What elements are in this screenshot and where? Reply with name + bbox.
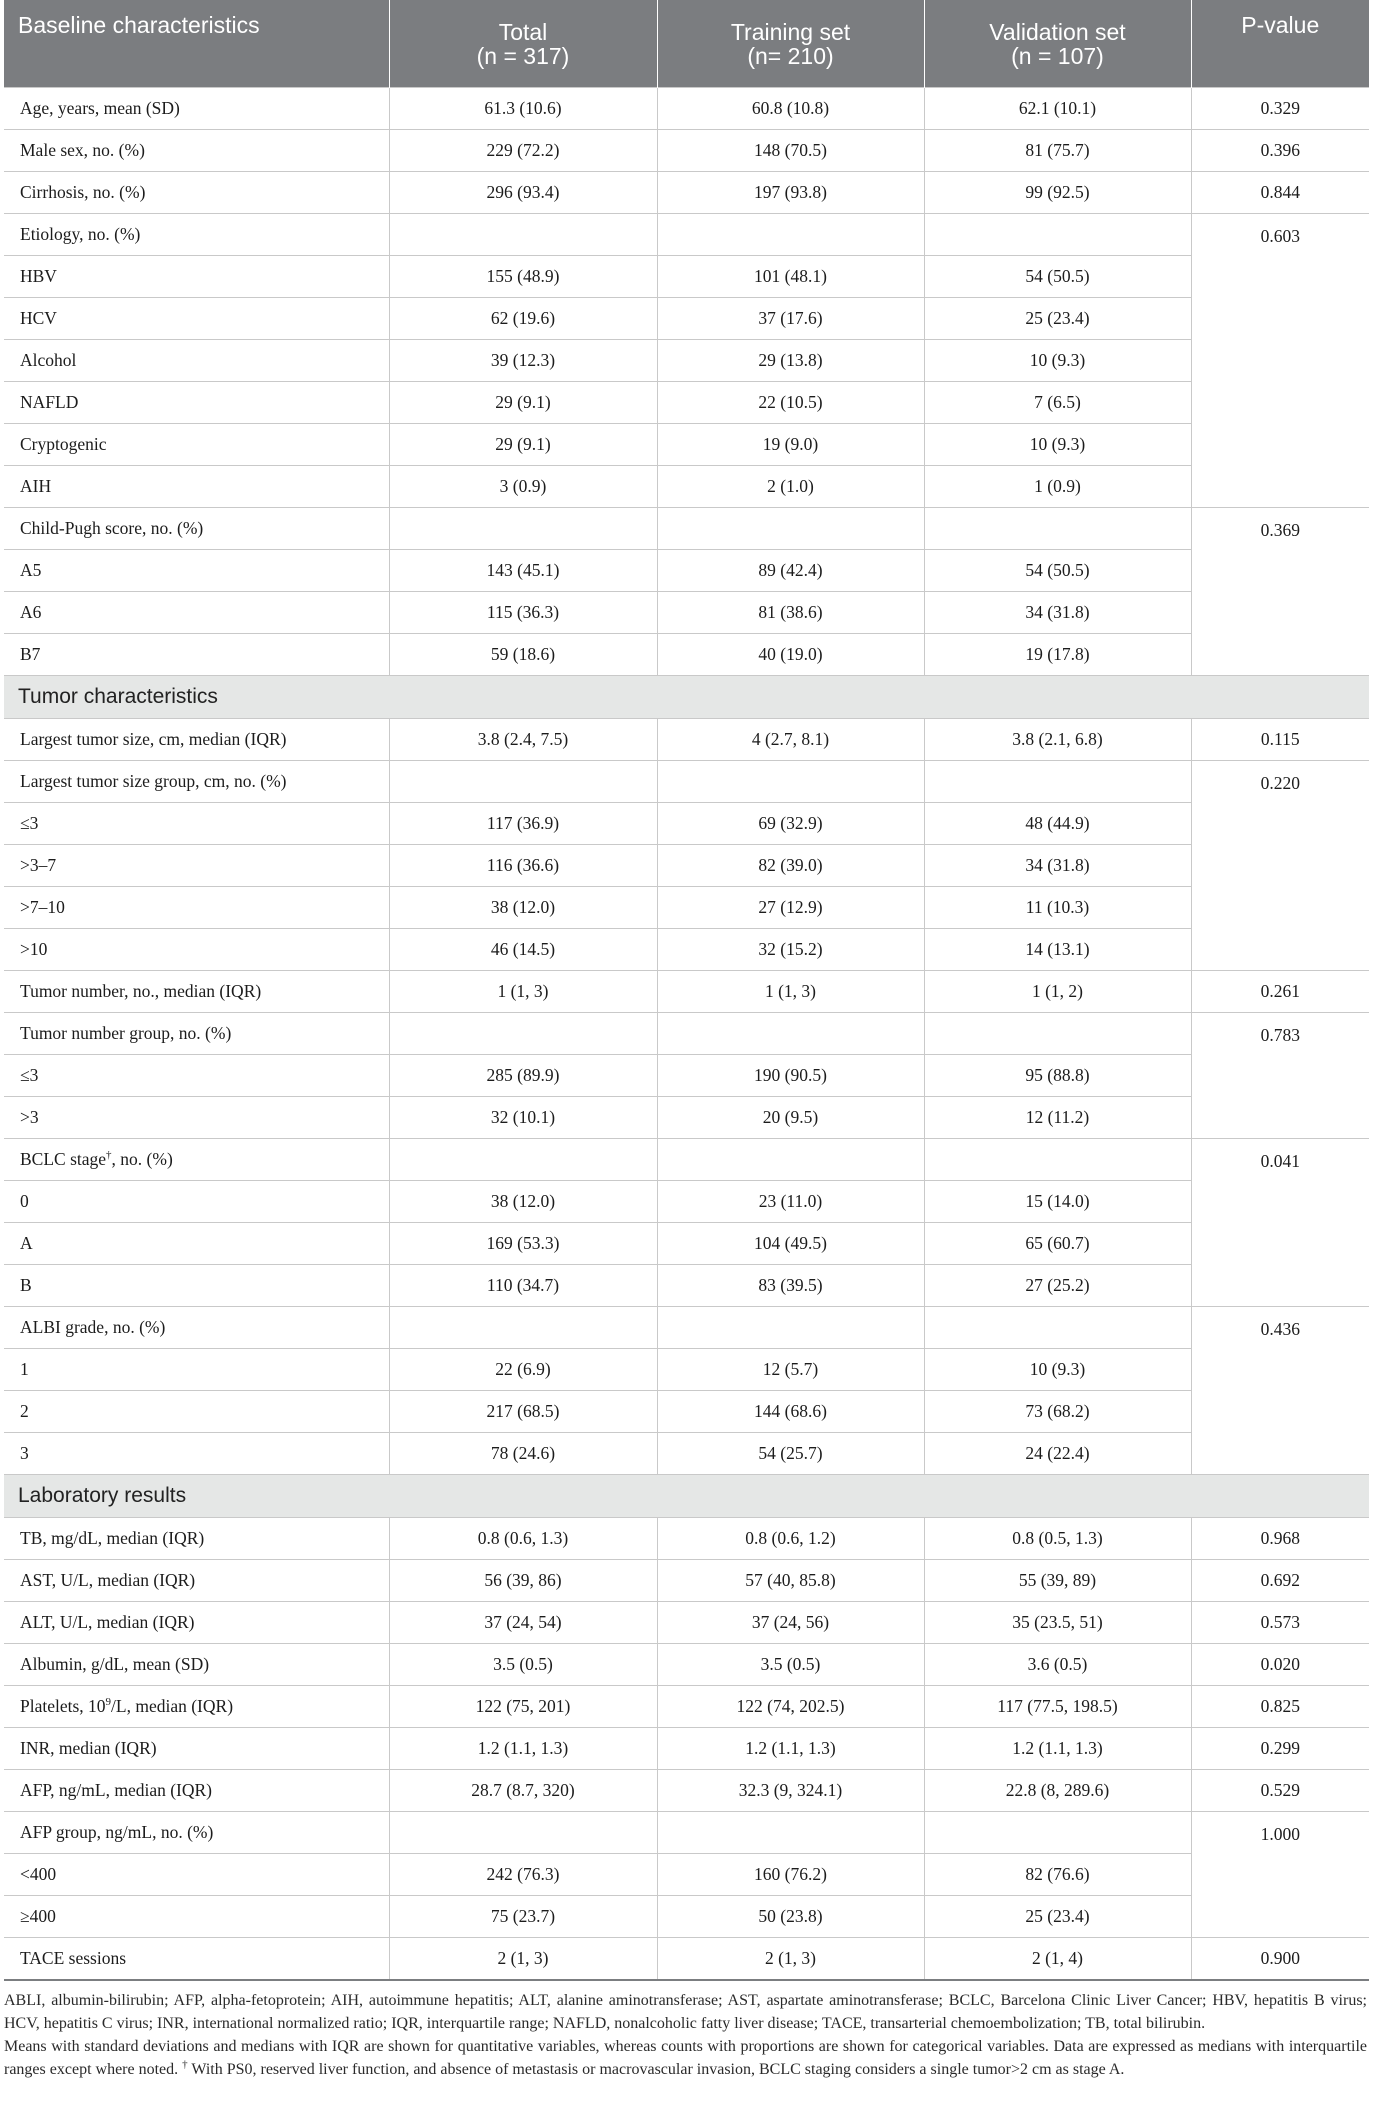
cell-validation: 14 (13.1) (924, 929, 1191, 971)
cell-validation: 1.2 (1.1, 1.3) (924, 1728, 1191, 1770)
row-label: A6 (4, 592, 389, 634)
cell-pvalue: 0.692 (1191, 1560, 1369, 1602)
cell-pvalue: 0.844 (1191, 172, 1369, 214)
table-row (4, 424, 1369, 466)
table-row (4, 1097, 1369, 1139)
cell-total: 2 (1, 3) (389, 1938, 657, 1981)
table-row (4, 1896, 1369, 1938)
row-label: 1 (4, 1349, 389, 1391)
cell-total: 1.2 (1.1, 1.3) (389, 1728, 657, 1770)
cell-training: 37 (17.6) (657, 298, 924, 340)
table-body (4, 88, 1369, 1981)
table-footnotes (4, 1989, 1367, 2081)
cell-validation: 1 (0.9) (924, 466, 1191, 508)
cell-validation: 54 (50.5) (924, 550, 1191, 592)
cell-pvalue: 0.529 (1191, 1770, 1369, 1812)
cell-training: 37 (24, 56) (657, 1602, 924, 1644)
table-row (4, 971, 1369, 1013)
table-row (4, 1728, 1369, 1770)
cell-validation: 62.1 (10.1) (924, 88, 1191, 130)
platelets-label: Platelets, 10 (20, 1696, 106, 1716)
cell-pvalue: 0.573 (1191, 1602, 1369, 1644)
cell-total: 116 (36.6) (389, 845, 657, 887)
cell-training: 101 (48.1) (657, 256, 924, 298)
cell-training (657, 508, 924, 550)
cell-validation (924, 1013, 1191, 1055)
row-label: AFP group, ng/mL, no. (%) (4, 1812, 389, 1854)
row-label: AFP, ng/mL, median (IQR) (4, 1770, 389, 1812)
cell-validation: 48 (44.9) (924, 803, 1191, 845)
cell-total: 242 (76.3) (389, 1854, 657, 1896)
cell-total: 3 (0.9) (389, 466, 657, 508)
table-row (4, 88, 1369, 130)
cell-total: 117 (36.9) (389, 803, 657, 845)
row-label: >10 (4, 929, 389, 971)
notes-footnote (4, 2035, 1367, 2081)
header-total-n: (n = 317) (476, 42, 570, 69)
cell-training: 57 (40, 85.8) (657, 1560, 924, 1602)
cell-training: 0.8 (0.6, 1.2) (657, 1518, 924, 1560)
row-label: ≤3 (4, 1055, 389, 1097)
cell-training: 122 (74, 202.5) (657, 1686, 924, 1728)
row-label (4, 1686, 389, 1728)
cell-validation: 24 (22.4) (924, 1433, 1191, 1475)
cell-total: 217 (68.5) (389, 1391, 657, 1433)
cell-validation: 3.6 (0.5) (924, 1644, 1191, 1686)
cell-validation (924, 1812, 1191, 1854)
cell-total: 143 (45.1) (389, 550, 657, 592)
table-row (4, 550, 1369, 592)
row-label: Male sex, no. (%) (4, 130, 389, 172)
row-label: >7–10 (4, 887, 389, 929)
row-label: ≥400 (4, 1896, 389, 1938)
cell-total: 28.7 (8.7, 320) (389, 1770, 657, 1812)
cell-validation (924, 508, 1191, 550)
section-tumor-characteristics: Tumor characteristics (4, 676, 1369, 719)
cell-total: 75 (23.7) (389, 1896, 657, 1938)
row-label: ALT, U/L, median (IQR) (4, 1602, 389, 1644)
cell-pvalue: 0.369 (1191, 508, 1369, 676)
row-label: >3 (4, 1097, 389, 1139)
row-label: ≤3 (4, 803, 389, 845)
row-label: A (4, 1223, 389, 1265)
header-pvalue (1191, 0, 1369, 88)
baseline-table-document (4, 0, 1369, 2081)
cell-training: 82 (39.0) (657, 845, 924, 887)
cell-pvalue: 0.041 (1191, 1139, 1369, 1307)
table-row (4, 1307, 1369, 1349)
cell-training (657, 1812, 924, 1854)
header-total-label: Total (498, 18, 548, 45)
cell-training: 89 (42.4) (657, 550, 924, 592)
cell-validation: 2 (1, 4) (924, 1938, 1191, 1981)
cell-total (389, 1812, 657, 1854)
cell-total: 56 (39, 86) (389, 1560, 657, 1602)
header-pvalue-label: P-value (1241, 12, 1320, 38)
row-label: INR, median (IQR) (4, 1728, 389, 1770)
table-row (4, 929, 1369, 971)
row-label: B (4, 1265, 389, 1307)
cell-validation: 3.8 (2.1, 6.8) (924, 719, 1191, 761)
cell-training: 23 (11.0) (657, 1181, 924, 1223)
cell-validation: 117 (77.5, 198.5) (924, 1686, 1191, 1728)
cell-training: 83 (39.5) (657, 1265, 924, 1307)
table-row (4, 1181, 1369, 1223)
cell-pvalue: 0.396 (1191, 130, 1369, 172)
cell-total: 78 (24.6) (389, 1433, 657, 1475)
table-row (4, 466, 1369, 508)
cell-validation (924, 1139, 1191, 1181)
cell-total: 61.3 (10.6) (389, 88, 657, 130)
cell-validation: 54 (50.5) (924, 256, 1191, 298)
row-label: 2 (4, 1391, 389, 1433)
table-row (4, 1854, 1369, 1896)
table-row (4, 1391, 1369, 1433)
header-validation-label: Validation set (989, 18, 1126, 45)
cell-validation: 10 (9.3) (924, 1349, 1191, 1391)
cell-total (389, 508, 657, 550)
cell-validation: 73 (68.2) (924, 1391, 1191, 1433)
cell-training: 3.5 (0.5) (657, 1644, 924, 1686)
cell-total: 37 (24, 54) (389, 1602, 657, 1644)
row-label: Cirrhosis, no. (%) (4, 172, 389, 214)
cell-training (657, 1307, 924, 1349)
cell-total: 39 (12.3) (389, 340, 657, 382)
cell-training: 69 (32.9) (657, 803, 924, 845)
cell-validation (924, 761, 1191, 803)
cell-pvalue: 0.783 (1191, 1013, 1369, 1139)
cell-training (657, 1139, 924, 1181)
cell-training: 32.3 (9, 324.1) (657, 1770, 924, 1812)
table-row (4, 1265, 1369, 1307)
section-laboratory-results: Laboratory results (4, 1475, 1369, 1518)
cell-pvalue: 0.825 (1191, 1686, 1369, 1728)
cell-validation: 22.8 (8, 289.6) (924, 1770, 1191, 1812)
cell-total: 110 (34.7) (389, 1265, 657, 1307)
abbreviations-footnote: ABLI, albumin-bilirubin; AFP, alpha-fetoprotein; AIH, autoimmune hepatitis; ALT, alanine aminotransferase; AST, aspartate aminotransferase; BCLC, Barcelona Clinic Liver Cancer; HBV, hepatitis B virus; HCV, hepatitis C virus; INR, international normalized ratio; IQR, interquartile range; NAFLD, nonalcoholic fatty liver disease; TACE, transarterial chemoembolization; TB, total bilirubin. (4, 1992, 1367, 2032)
row-label: Tumor number, no., median (IQR) (4, 971, 389, 1013)
cell-validation: 7 (6.5) (924, 382, 1191, 424)
cell-training: 2 (1.0) (657, 466, 924, 508)
cell-validation: 0.8 (0.5, 1.3) (924, 1518, 1191, 1560)
cell-training: 22 (10.5) (657, 382, 924, 424)
table-row (4, 382, 1369, 424)
cell-pvalue: 0.603 (1191, 214, 1369, 508)
row-label: HCV (4, 298, 389, 340)
cell-training: 32 (15.2) (657, 929, 924, 971)
row-label: Child-Pugh score, no. (%) (4, 508, 389, 550)
table-row (4, 1349, 1369, 1391)
row-label: >3–7 (4, 845, 389, 887)
cell-total: 0.8 (0.6, 1.3) (389, 1518, 657, 1560)
section-row (4, 676, 1369, 719)
cell-total: 285 (89.9) (389, 1055, 657, 1097)
cell-training: 12 (5.7) (657, 1349, 924, 1391)
row-label: HBV (4, 256, 389, 298)
cell-total: 229 (72.2) (389, 130, 657, 172)
header-training-n: (n= 210) (747, 42, 834, 69)
cell-validation: 65 (60.7) (924, 1223, 1191, 1265)
cell-total (389, 1013, 657, 1055)
table-row (4, 803, 1369, 845)
cell-validation: 25 (23.4) (924, 1896, 1191, 1938)
platelets-exponent: 9 (105, 1696, 112, 1709)
cell-validation: 10 (9.3) (924, 340, 1191, 382)
cell-training: 144 (68.6) (657, 1391, 924, 1433)
bclc-label-suffix: , no. (%) (111, 1149, 173, 1169)
cell-total: 1 (1, 3) (389, 971, 657, 1013)
row-label: NAFLD (4, 382, 389, 424)
cell-validation (924, 1307, 1191, 1349)
row-label: Largest tumor size, cm, median (IQR) (4, 719, 389, 761)
cell-training: 197 (93.8) (657, 172, 924, 214)
cell-total: 46 (14.5) (389, 929, 657, 971)
header-total (389, 0, 657, 88)
table-row (4, 845, 1369, 887)
table-header (4, 0, 1369, 88)
table-row (4, 1055, 1369, 1097)
header-training-label: Training set (730, 18, 851, 45)
cell-total: 122 (75, 201) (389, 1686, 657, 1728)
cell-total: 169 (53.3) (389, 1223, 657, 1265)
cell-validation: 10 (9.3) (924, 424, 1191, 466)
cell-training: 60.8 (10.8) (657, 88, 924, 130)
table-row (4, 1013, 1369, 1055)
cell-pvalue: 0.299 (1191, 1728, 1369, 1770)
table-row (4, 719, 1369, 761)
row-label: 3 (4, 1433, 389, 1475)
cell-validation: 12 (11.2) (924, 1097, 1191, 1139)
row-label: Alcohol (4, 340, 389, 382)
table-row (4, 592, 1369, 634)
row-label: AIH (4, 466, 389, 508)
cell-total: 59 (18.6) (389, 634, 657, 676)
table-row (4, 1139, 1369, 1181)
row-label (4, 1139, 389, 1181)
cell-training: 81 (38.6) (657, 592, 924, 634)
cell-pvalue: 0.329 (1191, 88, 1369, 130)
cell-pvalue: 0.968 (1191, 1518, 1369, 1560)
table-row (4, 1812, 1369, 1854)
table-row (4, 1686, 1369, 1728)
row-label: B7 (4, 634, 389, 676)
cell-total (389, 1307, 657, 1349)
table-row (4, 634, 1369, 676)
cell-training: 19 (9.0) (657, 424, 924, 466)
cell-training: 160 (76.2) (657, 1854, 924, 1896)
row-label: Tumor number group, no. (%) (4, 1013, 389, 1055)
cell-validation: 34 (31.8) (924, 845, 1191, 887)
cell-training: 1 (1, 3) (657, 971, 924, 1013)
cell-training: 20 (9.5) (657, 1097, 924, 1139)
table-row (4, 340, 1369, 382)
dagger-mark: † (106, 1149, 112, 1162)
cell-pvalue: 0.261 (1191, 971, 1369, 1013)
cell-validation: 11 (10.3) (924, 887, 1191, 929)
platelets-label-suffix: /L, median (IQR) (111, 1696, 234, 1716)
row-label: TB, mg/dL, median (IQR) (4, 1518, 389, 1560)
cell-total: 38 (12.0) (389, 887, 657, 929)
cell-total: 29 (9.1) (389, 382, 657, 424)
row-label: <400 (4, 1854, 389, 1896)
cell-validation: 19 (17.8) (924, 634, 1191, 676)
row-label: A5 (4, 550, 389, 592)
cell-validation: 27 (25.2) (924, 1265, 1191, 1307)
header-characteristics: Baseline characteristics (4, 0, 389, 88)
table-row (4, 256, 1369, 298)
cell-validation: 81 (75.7) (924, 130, 1191, 172)
cell-pvalue: 0.900 (1191, 1938, 1369, 1981)
cell-validation (924, 214, 1191, 256)
cell-training (657, 214, 924, 256)
section-row (4, 1475, 1369, 1518)
table-row (4, 1938, 1369, 1981)
cell-validation: 15 (14.0) (924, 1181, 1191, 1223)
cell-training: 54 (25.7) (657, 1433, 924, 1475)
cell-training: 29 (13.8) (657, 340, 924, 382)
cell-total: 3.5 (0.5) (389, 1644, 657, 1686)
cell-training: 50 (23.8) (657, 1896, 924, 1938)
cell-total: 155 (48.9) (389, 256, 657, 298)
cell-total: 22 (6.9) (389, 1349, 657, 1391)
dagger-mark: † (182, 2058, 188, 2071)
row-label: AST, U/L, median (IQR) (4, 1560, 389, 1602)
header-training (657, 0, 924, 88)
header-validation (924, 0, 1191, 88)
header-row (4, 0, 1369, 88)
cell-training (657, 1013, 924, 1055)
table-row (4, 1560, 1369, 1602)
row-label: Albumin, g/dL, mean (SD) (4, 1644, 389, 1686)
cell-total: 38 (12.0) (389, 1181, 657, 1223)
cell-validation: 1 (1, 2) (924, 971, 1191, 1013)
cell-pvalue: 0.115 (1191, 719, 1369, 761)
cell-total: 115 (36.3) (389, 592, 657, 634)
cell-training: 27 (12.9) (657, 887, 924, 929)
cell-pvalue: 0.020 (1191, 1644, 1369, 1686)
cell-total: 296 (93.4) (389, 172, 657, 214)
row-label: Etiology, no. (%) (4, 214, 389, 256)
cell-training: 1.2 (1.1, 1.3) (657, 1728, 924, 1770)
cell-training (657, 761, 924, 803)
cell-total: 29 (9.1) (389, 424, 657, 466)
row-label: TACE sessions (4, 1938, 389, 1981)
table-row (4, 887, 1369, 929)
table-row (4, 1602, 1369, 1644)
cell-total (389, 1139, 657, 1181)
cell-validation: 82 (76.6) (924, 1854, 1191, 1896)
row-label: Age, years, mean (SD) (4, 88, 389, 130)
cell-training: 40 (19.0) (657, 634, 924, 676)
cell-total (389, 761, 657, 803)
cell-validation: 25 (23.4) (924, 298, 1191, 340)
note-rest: With PS0, reserved liver function, and absence of metastasis or macrovascular invasion, BCLC staging considers a single tumor>2 cm as stage A. (187, 2061, 1125, 2078)
baseline-characteristics-table (4, 0, 1369, 1981)
cell-training: 2 (1, 3) (657, 1938, 924, 1981)
cell-validation: 55 (39, 89) (924, 1560, 1191, 1602)
cell-training: 148 (70.5) (657, 130, 924, 172)
table-row (4, 214, 1369, 256)
row-label: 0 (4, 1181, 389, 1223)
table-row (4, 1223, 1369, 1265)
cell-validation: 95 (88.8) (924, 1055, 1191, 1097)
header-validation-n: (n = 107) (1011, 42, 1104, 69)
cell-pvalue: 0.220 (1191, 761, 1369, 971)
note-main: Means with standard deviations and medians with IQR are shown for quantitative variables, whereas counts with proportions are shown for categorical variables. Data are expressed as medians with interquartile ranges except where noted. (4, 2038, 1367, 2078)
table-row (4, 1770, 1369, 1812)
table-row (4, 1644, 1369, 1686)
row-label: Largest tumor size group, cm, no. (%) (4, 761, 389, 803)
cell-total: 3.8 (2.4, 7.5) (389, 719, 657, 761)
cell-validation: 34 (31.8) (924, 592, 1191, 634)
table-row (4, 1518, 1369, 1560)
table-row (4, 130, 1369, 172)
cell-total (389, 214, 657, 256)
row-label: ALBI grade, no. (%) (4, 1307, 389, 1349)
table-row (4, 1433, 1369, 1475)
cell-total: 32 (10.1) (389, 1097, 657, 1139)
cell-validation: 35 (23.5, 51) (924, 1602, 1191, 1644)
table-row (4, 508, 1369, 550)
cell-validation: 99 (92.5) (924, 172, 1191, 214)
cell-training: 4 (2.7, 8.1) (657, 719, 924, 761)
table-row (4, 172, 1369, 214)
table-row (4, 761, 1369, 803)
cell-pvalue: 0.436 (1191, 1307, 1369, 1475)
cell-pvalue: 1.000 (1191, 1812, 1369, 1938)
cell-total: 62 (19.6) (389, 298, 657, 340)
bclc-label: BCLC stage (20, 1149, 107, 1169)
row-label: Cryptogenic (4, 424, 389, 466)
cell-training: 104 (49.5) (657, 1223, 924, 1265)
table-row (4, 298, 1369, 340)
cell-training: 190 (90.5) (657, 1055, 924, 1097)
